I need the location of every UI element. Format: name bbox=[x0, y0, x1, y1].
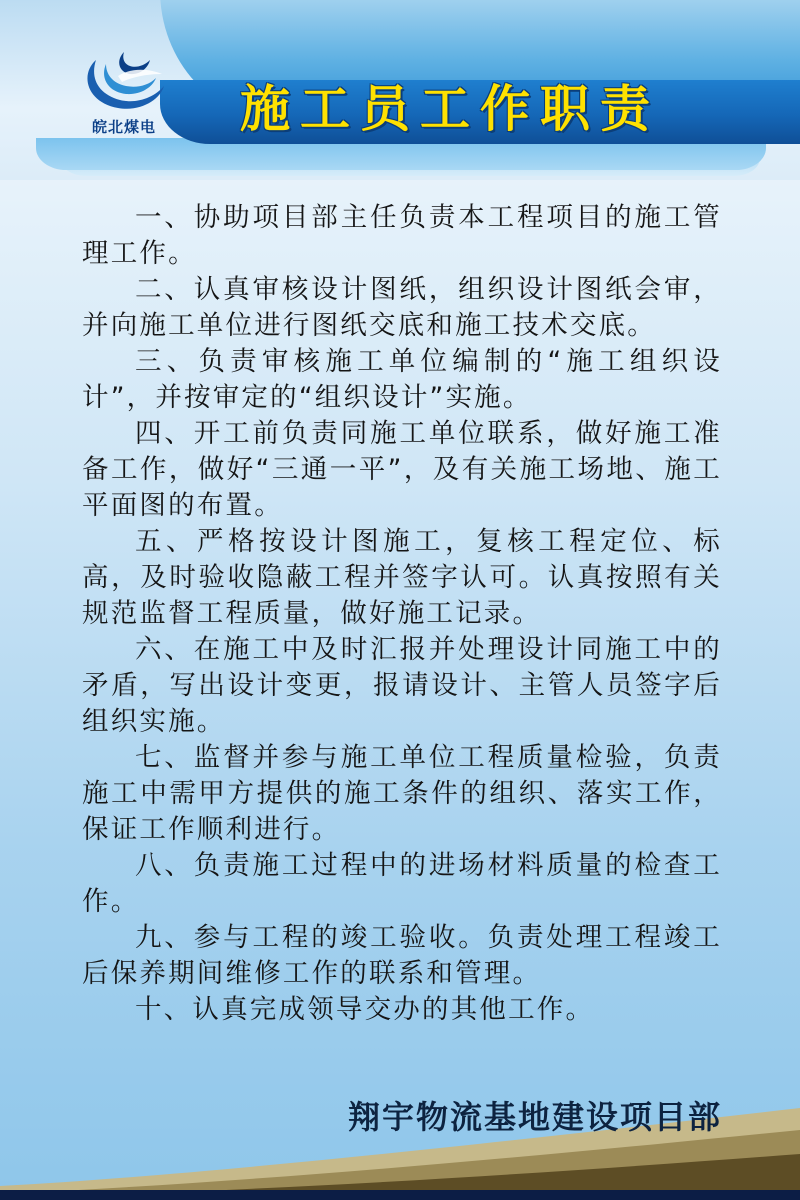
organization-name: 翔宇物流基地建设项目部 bbox=[347, 1098, 722, 1136]
duty-item: 七、监督并参与施工单位工程质量检验，负责施工中需甲方提供的施工条件的组织、落实工作，保证工作顺利进行。 bbox=[82, 742, 722, 845]
company-logo bbox=[78, 46, 170, 142]
duty-item: 四、开工前负责同施工单位联系，做好施工准备工作，做好“三通一平”，及有关施工场地、施工平面图的布置。 bbox=[82, 418, 722, 521]
duty-item: 八、负责施工过程中的进场材料质量的检查工作。 bbox=[82, 850, 722, 917]
duty-item: 五、严格按设计图施工，复核工程定位、标高，及时验收隐蔽工程并签字认可。认真按照有关规范监督工程质量，做好施工记录。 bbox=[82, 526, 722, 629]
duty-item: 六、在施工中及时汇报并处理设计同施工中的矛盾，写出设计变更，报请设计、主管人员签字后组织实施。 bbox=[82, 634, 722, 737]
page-title: 施工员工作职责 bbox=[240, 79, 660, 138]
duties-list bbox=[82, 200, 722, 1028]
duty-item: 一、协助项目部主任负责本工程项目的施工管理工作。 bbox=[82, 202, 722, 269]
duty-item: 二、认真审核设计图纸，组织设计图纸会审，并向施工单位进行图纸交底和施工技术交底。 bbox=[82, 274, 722, 341]
duty-item: 三、负责审核施工单位编制的“施工组织设计”，并按审定的“组织设计”实施。 bbox=[82, 346, 722, 413]
duty-item: 九、参与工程的竣工验收。负责处理工程竣工后保养期间维修工作的联系和管理。 bbox=[82, 922, 722, 989]
logo-emblem-icon bbox=[78, 46, 170, 118]
duty-item: 十、认真完成领导交办的其他工作。 bbox=[135, 994, 595, 1025]
logo-text: 皖北煤电 bbox=[91, 118, 156, 136]
